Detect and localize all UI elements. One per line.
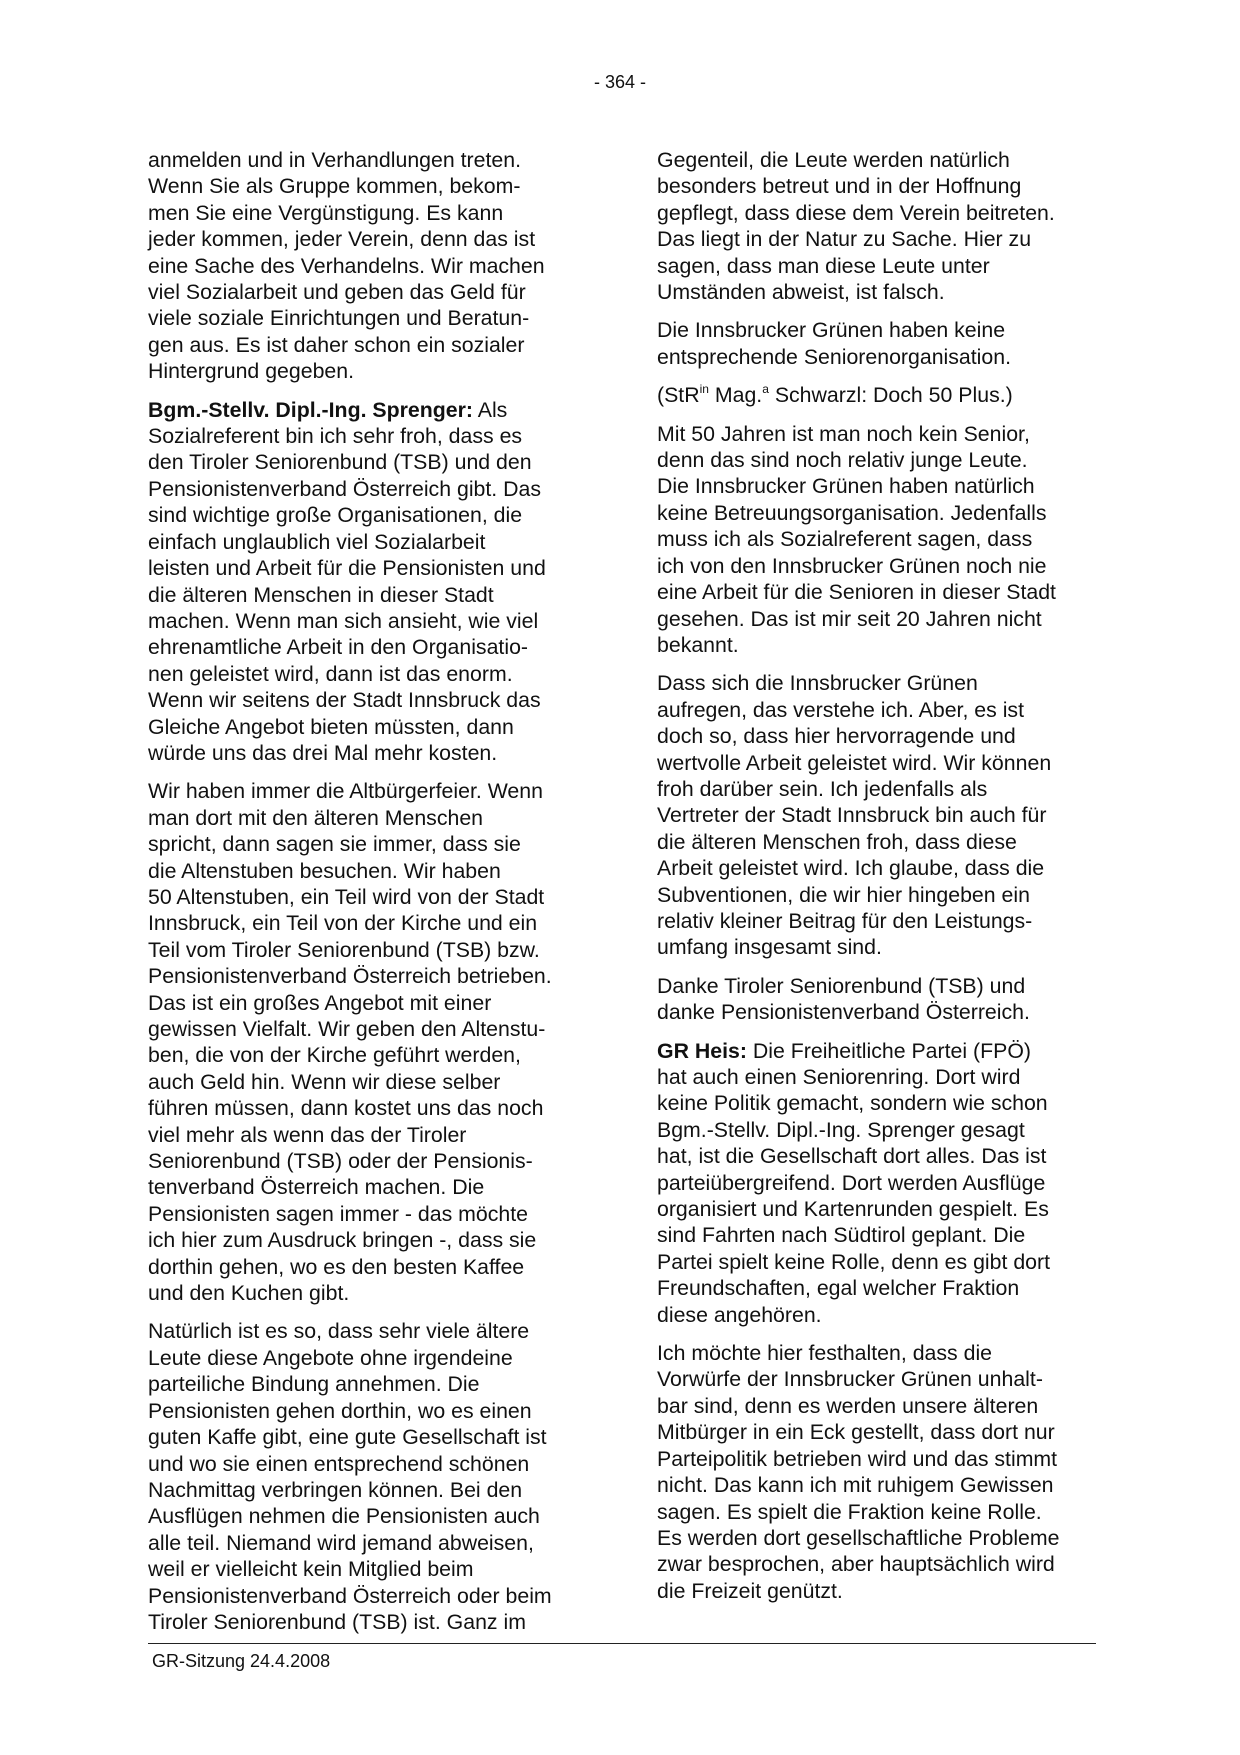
- speech-opening: Als: [473, 397, 508, 422]
- text-line: Pensionisten sagen immer - das möchte: [148, 1201, 528, 1226]
- text-line: Umständen abweist, ist falsch.: [657, 280, 945, 305]
- paragraph: [657, 317, 1097, 370]
- text-line: umfang insgesamt sind.: [657, 935, 882, 960]
- text-line: Das liegt in der Natur zu Sache. Hier zu: [657, 227, 1032, 252]
- text-line: leisten und Arbeit für die Pensionisten und: [148, 556, 546, 581]
- footer-divider: [148, 1643, 1096, 1644]
- text-line: men Sie eine Vergünstigung. Es kann: [148, 200, 504, 225]
- text-line: entsprechende Seniorenorganisation.: [657, 344, 1012, 369]
- text-line: viel mehr als wenn das der Tiroler: [148, 1122, 467, 1147]
- text-line: guten Kaffe gibt, eine gute Gesellschaft ist: [148, 1425, 547, 1450]
- interjection-text: (StR: [657, 383, 700, 408]
- text-line: ich hier zum Ausdruck bringen -, dass sie: [148, 1228, 537, 1253]
- text-line: einfach unglaublich viel Sozialarbeit: [148, 529, 486, 554]
- superscript: in: [699, 382, 709, 397]
- text-line: parteiübergreifend. Dort werden Ausflüge: [657, 1170, 1046, 1195]
- text-line: Ausflügen nehmen die Pensionisten auch: [148, 1504, 540, 1529]
- text-line: weil er vielleicht kein Mitglied beim: [148, 1557, 474, 1582]
- text-line: muss ich als Sozialreferent sagen, dass: [657, 527, 1033, 552]
- text-line: danke Pensionistenverband Österreich.: [657, 1000, 1030, 1025]
- text-line: Partei spielt keine Rolle, denn es gibt dort: [657, 1249, 1051, 1274]
- paragraph-speech-heis: [657, 1038, 1097, 1328]
- speech-first-line: [657, 1038, 1097, 1064]
- text-line: bar sind, denn es werden unsere älteren: [657, 1393, 1039, 1418]
- text-line: diese angehören.: [657, 1302, 822, 1327]
- text-line: Hintergrund gegeben.: [148, 359, 355, 384]
- text-line: Pensionistenverband Österreich betrieben.: [148, 964, 552, 989]
- text-line: organisiert und Kartenrunden gespielt. Es: [657, 1197, 1049, 1222]
- text-line: sagen. Es spielt die Fraktion keine Rolle.: [657, 1499, 1042, 1524]
- text-line: keine Betreuungsorganisation. Jedenfalls: [657, 500, 1047, 525]
- text-line: Pensionistenverband Österreich oder beim: [148, 1583, 552, 1608]
- speech-opening: Die Freiheitliche Partei (FPÖ): [746, 1038, 1031, 1063]
- text-line: Subventionen, die wir hier hingeben ein: [657, 882, 1030, 907]
- text-line: Teil vom Tiroler Seniorenbund (TSB) bzw.: [148, 937, 540, 962]
- left-column: [148, 147, 588, 1647]
- paragraph: [657, 973, 1097, 1026]
- text-line: Es werden dort gesellschaftliche Probleme: [657, 1525, 1060, 1550]
- text-line: ben, die von der Kirche geführt werden,: [148, 1043, 521, 1068]
- text-line: Ich möchte hier festhalten, dass die: [657, 1341, 993, 1366]
- text-line: 50 Altenstuben, ein Teil wird von der Stadt: [148, 884, 545, 909]
- paragraph: [148, 778, 588, 1306]
- speech-first-line: [148, 397, 588, 423]
- text-line: den Tiroler Seniorenbund (TSB) und den: [148, 450, 532, 475]
- text-line: viele soziale Einrichtungen und Beratun-: [148, 306, 530, 331]
- text-line: Danke Tiroler Seniorenbund (TSB) und: [657, 973, 1026, 998]
- text-line: Gegenteil, die Leute werden natürlich: [657, 148, 1010, 172]
- text-line: Mitbürger in ein Eck gestellt, dass dort nur: [657, 1420, 1055, 1445]
- text-line: jeder kommen, jeder Verein, denn das ist: [148, 227, 536, 252]
- text-line: Parteipolitik betrieben wird und das stimmt: [657, 1446, 1058, 1471]
- paragraph: [657, 147, 1097, 305]
- text-line: Pensionistenverband Österreich gibt. Das: [148, 476, 542, 501]
- text-line: machen. Wenn man sich ansieht, wie viel: [148, 608, 539, 633]
- text-line: Die Innsbrucker Grünen haben natürlich: [657, 474, 1035, 499]
- footer-session-date: GR-Sitzung 24.4.2008: [152, 1651, 331, 1671]
- text-line: Wenn wir seitens der Stadt Innsbruck das: [148, 688, 541, 713]
- text-line: anmelden und in Verhandlungen treten.: [148, 148, 521, 172]
- text-line: nen geleistet wird, dann ist das enorm.: [148, 661, 513, 686]
- page-number: - 364 -: [593, 72, 647, 92]
- text-line: sind Fahrten nach Südtirol geplant. Die: [657, 1223, 1026, 1248]
- text-line: die Altenstuben besuchen. Wir haben: [148, 858, 501, 883]
- text-line: die älteren Menschen in dieser Stadt: [148, 582, 494, 607]
- text-line: führen müssen, dann kostet uns das noch: [148, 1096, 544, 1121]
- text-line: auch Geld hin. Wenn wir diese selber: [148, 1069, 501, 1094]
- text-line: froh darüber sein. Ich jedenfalls als: [657, 776, 988, 801]
- text-line: Die Innsbrucker Grünen haben keine: [657, 318, 1006, 343]
- speaker-name: GR Heis:: [657, 1038, 747, 1063]
- paragraph: [148, 147, 588, 385]
- text-line: gewissen Vielfalt. Wir geben den Altenstu-: [148, 1017, 546, 1041]
- text-line: Natürlich ist es so, dass sehr viele ältere: [148, 1319, 530, 1344]
- text-line: Dass sich die Innsbrucker Grünen: [657, 671, 978, 696]
- text-line: Nachmittag verbringen können. Bei den: [148, 1477, 523, 1502]
- interjection-line: [657, 382, 1097, 408]
- paragraph-speech-sprenger: [148, 397, 588, 767]
- text-line: Sozialreferent bin ich sehr froh, dass es: [148, 424, 523, 449]
- paragraph: [657, 1340, 1097, 1604]
- text-line: Arbeit geleistet wird. Ich glaube, dass die: [657, 856, 1045, 881]
- text-line: tenverband Österreich machen. Die: [148, 1175, 485, 1200]
- text-line: relativ kleiner Beitrag für den Leistungs-: [657, 908, 1033, 933]
- right-column: [657, 147, 1097, 1616]
- text-line: Wenn Sie als Gruppe kommen, bekom-: [148, 174, 521, 199]
- text-line: hat auch einen Seniorenring. Dort wird: [657, 1065, 1021, 1089]
- text-line: Gleiche Angebot bieten müssten, dann: [148, 714, 514, 739]
- speech-lines: [657, 1064, 1097, 1328]
- text-line: Seniorenbund (TSB) oder der Pensionis-: [148, 1149, 533, 1174]
- speaker-name: Bgm.-Stellv. Dipl.-Ing. Sprenger:: [148, 397, 473, 422]
- text-line: hat, ist die Gesellschaft dort alles. Das ist: [657, 1144, 1047, 1169]
- paragraph: [657, 670, 1097, 960]
- text-line: doch so, dass hier hervorragende und: [657, 724, 1016, 749]
- text-line: spricht, dann sagen sie immer, dass sie: [148, 832, 521, 857]
- text-line: wertvolle Arbeit geleistet wird. Wir können: [657, 750, 1052, 775]
- text-line: und wo sie einen entsprechend schönen: [148, 1451, 530, 1476]
- text-line: Vertreter der Stadt Innsbruck bin auch für: [657, 803, 1047, 828]
- text-line: Mit 50 Jahren ist man noch kein Senior,: [657, 421, 1030, 446]
- text-line: keine Politik gemacht, sondern wie schon: [657, 1091, 1048, 1116]
- text-line: die Freizeit genützt.: [657, 1578, 843, 1603]
- interjection: [657, 382, 1097, 408]
- text-line: Vorwürfe der Innsbrucker Grünen unhalt-: [657, 1367, 1043, 1392]
- text-line: Das ist ein großes Angebot mit einer: [148, 990, 492, 1015]
- text-line: Freundschaften, egal welcher Fraktion: [657, 1276, 1020, 1301]
- interjection-text: Schwarzl: Doch 50 Plus.): [768, 383, 1013, 408]
- text-line: besonders betreut und in der Hoffnung: [657, 174, 1022, 199]
- paragraph: [148, 1318, 588, 1635]
- text-line: Bgm.-Stellv. Dipl.-Ing. Sprenger gesagt: [657, 1117, 1025, 1142]
- text-line: viel Sozialarbeit und geben das Geld für: [148, 280, 526, 305]
- text-line: Leute diese Angebote ohne irgendeine: [148, 1345, 513, 1370]
- text-line: sagen, dass man diese Leute unter: [657, 253, 990, 278]
- text-line: eine Arbeit für die Senioren in dieser Stadt: [657, 580, 1056, 605]
- text-line: bekannt.: [657, 632, 739, 657]
- text-line: eine Sache des Verhandelns. Wir machen: [148, 253, 545, 278]
- text-line: und den Kuchen gibt.: [148, 1281, 350, 1306]
- text-line: sind wichtige große Organisationen, die: [148, 503, 523, 528]
- text-line: nicht. Das kann ich mit ruhigem Gewissen: [657, 1473, 1054, 1498]
- text-line: ich von den Innsbrucker Grünen noch nie: [657, 553, 1047, 578]
- text-line: parteiliche Bindung annehmen. Die: [148, 1372, 480, 1397]
- text-line: dorthin gehen, wo es den besten Kaffee: [148, 1254, 525, 1279]
- text-line: alle teil. Niemand wird jemand abweisen,: [148, 1530, 534, 1555]
- text-line: die älteren Menschen froh, dass diese: [657, 829, 1017, 854]
- text-line: denn das sind noch relativ junge Leute.: [657, 448, 1028, 473]
- text-line: aufregen, das verstehe ich. Aber, es ist: [657, 697, 1024, 722]
- text-line: gesehen. Das ist mir seit 20 Jahren nicht: [657, 606, 1042, 631]
- superscript: a: [762, 382, 769, 397]
- text-line: Innsbruck, ein Teil von der Kirche und ein: [148, 911, 538, 936]
- text-line: ehrenamtliche Arbeit in den Organisatio-: [148, 635, 529, 660]
- speech-lines: [148, 423, 588, 766]
- text-line: Wir haben immer die Altbürgerfeier. Wenn: [148, 779, 543, 804]
- text-line: gen aus. Es ist daher schon ein sozialer: [148, 332, 525, 357]
- text-line: man dort mit den älteren Menschen: [148, 805, 484, 830]
- text-line: zwar besprochen, aber hauptsächlich wird: [657, 1552, 1055, 1577]
- paragraph: [657, 421, 1097, 659]
- text-line: Pensionisten gehen dorthin, wo es einen: [148, 1398, 532, 1423]
- interjection-text: Mag.: [708, 383, 763, 408]
- text-line: würde uns das drei Mal mehr kosten.: [148, 740, 498, 765]
- text-line: Tiroler Seniorenbund (TSB) ist. Ganz im: [148, 1609, 526, 1634]
- text-line: gepflegt, dass diese dem Verein beitreten.: [657, 200, 1055, 225]
